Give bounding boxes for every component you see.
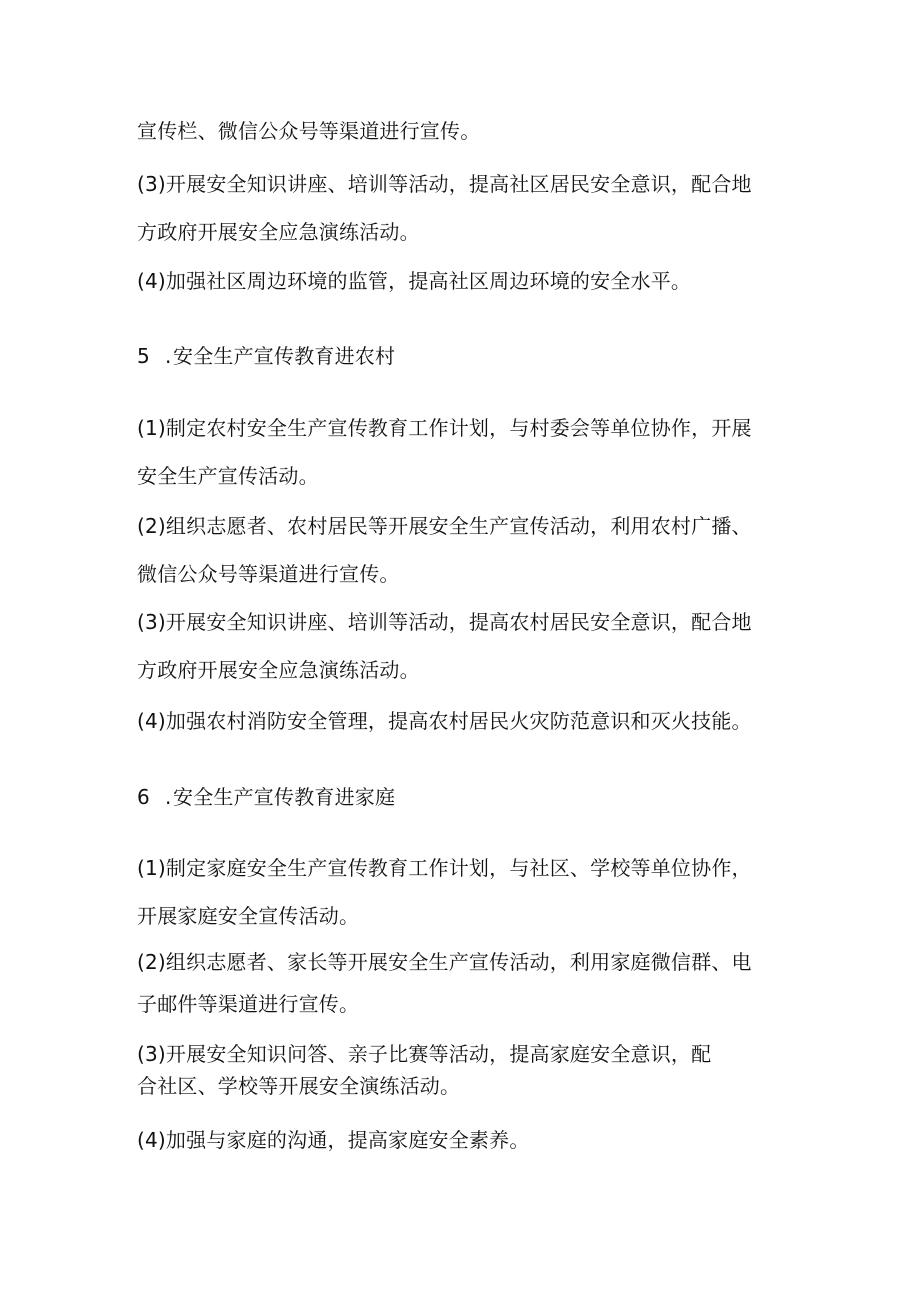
section-dot: .: [165, 344, 172, 368]
section-title: 安全生产宣传教育进家庭: [173, 785, 396, 809]
section-heading-5: [137, 342, 395, 370]
paragraph-line: 安全生产宣传活动。: [137, 464, 319, 488]
paragraph-line: (2)组织志愿者、家长等开展安全生产宣传活动，利用家庭微信群、电: [137, 950, 752, 974]
paragraph-line: (1)制定家庭安全生产宣传教育工作计划，与社区、学校等单位协作，: [137, 856, 752, 880]
paragraph-line: 开展家庭安全宣传活动。: [137, 904, 360, 928]
paragraph-line: 子邮件等渠道进行宣传。: [137, 992, 360, 1016]
paragraph-line: (4)加强与家庭的沟通，提高家庭安全素养。: [137, 1128, 530, 1152]
paragraph-line: (3)开展安全知识讲座、培训等活动，提高农村居民安全意识，配合地: [137, 610, 752, 634]
paragraph-line: (4)加强农村消防安全管理，提高农村居民火灾防范意识和灭火技能。: [137, 709, 752, 733]
section-number: 6: [137, 785, 150, 809]
paragraph-line: 宣传栏、微信公众号等渠道进行宣传。: [137, 119, 481, 143]
paragraph-line: (2)组织志愿者、农村居民等开展安全生产宣传活动，利用农村广播、: [137, 514, 752, 538]
section-heading-6: [137, 783, 395, 811]
section-title: 安全生产宣传教育进农村: [173, 344, 396, 368]
paragraph-line: (4)加强社区周边环境的监管，提高社区周边环境的安全水平。: [137, 269, 692, 293]
paragraph-line: 微信公众号等渠道进行宣传。: [137, 562, 400, 586]
section-dot: .: [165, 785, 172, 809]
paragraph-line: 合社区、学校等开展安全演练活动。: [137, 1074, 461, 1098]
paragraph-line: (3)开展安全知识讲座、培训等活动，提高社区居民安全意识，配合地: [137, 172, 752, 196]
paragraph-line: 方政府开展安全应急演练活动。: [137, 220, 420, 244]
paragraph-line: 方政府开展安全应急演练活动。: [137, 658, 420, 682]
paragraph-line: (1)制定农村安全生产宣传教育工作计划，与村委会等单位协作，开展: [137, 416, 752, 440]
section-number: 5: [137, 344, 150, 368]
paragraph-line: (3)开展安全知识问答、亲子比赛等活动，提高家庭安全意识，配: [137, 1042, 712, 1066]
